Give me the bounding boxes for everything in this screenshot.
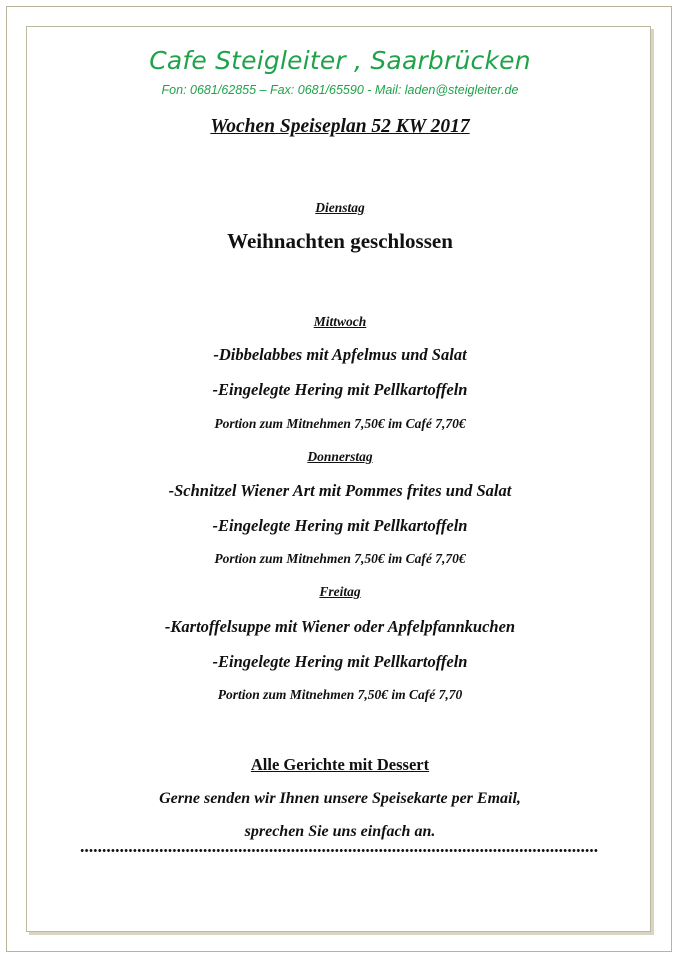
dessert-notice: Alle Gerichte mit Dessert bbox=[250, 755, 430, 774]
price-line: Portion zum Mitnehmen 7,50€ im Café 7,70€ bbox=[214, 416, 466, 431]
plan-title: Wochen Speiseplan 52 KW 2017 bbox=[210, 116, 470, 137]
dish-item: -Eingelegte Hering mit Pellkartoffeln bbox=[212, 516, 468, 535]
dish-item: -Eingelegte Hering mit Pellkartoffeln bbox=[212, 380, 468, 399]
email-note-line-1: Gerne senden wir Ihnen unsere Speisekarte per Email, bbox=[159, 790, 521, 807]
price-line: Portion zum Mitnehmen 7,50€ im Café 7,70€ bbox=[214, 551, 466, 566]
day-heading-mittwoch: Mittwoch bbox=[313, 314, 367, 329]
price-line: Portion zum Mitnehmen 7,50€ im Café 7,70 bbox=[217, 687, 463, 702]
day-heading-donnerstag: Donnerstag bbox=[307, 449, 373, 464]
cafe-title: Cafe Steigleiter , Saarbrücken bbox=[149, 46, 531, 75]
dish-item: -Kartoffelsuppe mit Wiener oder Apfelpfannkuchen bbox=[164, 617, 516, 636]
day-heading-dienstag: Dienstag bbox=[315, 200, 365, 215]
dish-item: -Dibbelabbes mit Apfelmus und Salat bbox=[213, 345, 467, 364]
dish-item: -Eingelegte Hering mit Pellkartoffeln bbox=[212, 652, 468, 671]
contact-line: Fon: 0681/62855 – Fax: 0681/65590 - Mail: laden@steigleiter.de bbox=[161, 83, 519, 97]
email-note-line-2: sprechen Sie uns einfach an. bbox=[244, 823, 436, 840]
closed-notice: Weihnachten geschlossen bbox=[227, 229, 453, 253]
day-heading-freitag: Freitag bbox=[319, 584, 361, 599]
dish-item: -Schnitzel Wiener Art mit Pommes frites und Salat bbox=[168, 481, 512, 500]
dotted-divider bbox=[80, 848, 598, 853]
